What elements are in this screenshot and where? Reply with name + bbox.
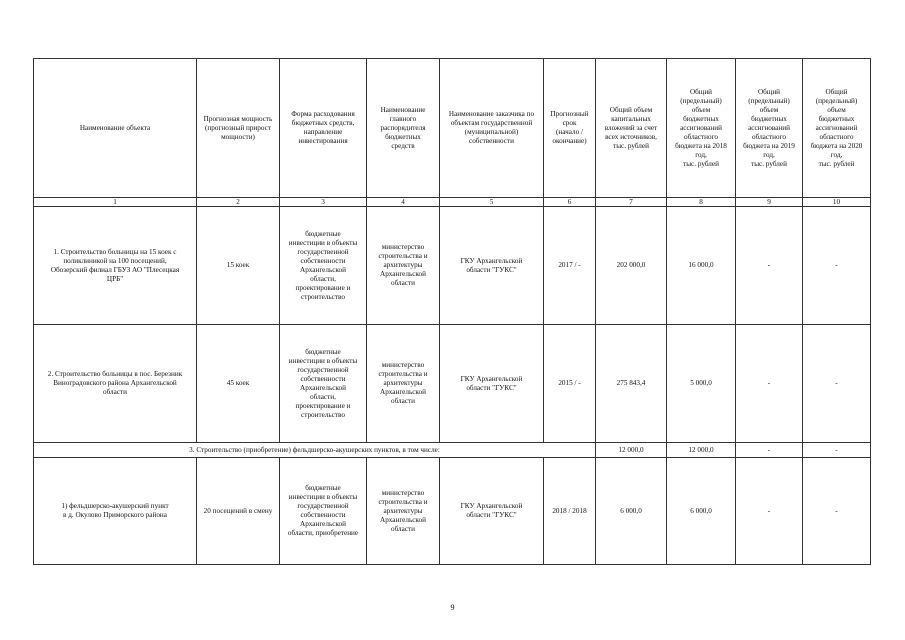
column-number: 10 [803, 198, 871, 207]
budget-2019-cell: - [736, 207, 803, 325]
page-number: 9 [450, 603, 455, 612]
header-budget-2019: Общий (предельный) объем бюджетных ассигнований областного бюджета на 2019 год, тыс. рублей [736, 59, 803, 198]
column-number: 4 [367, 198, 440, 207]
group-2020-cell: - [803, 443, 871, 458]
budget-2018-cell: 5 000,0 [667, 325, 736, 443]
budget-2018-cell: 16 000,0 [667, 207, 736, 325]
customer-cell: ГКУ Архангельской области "ГУКС" [440, 325, 544, 443]
header-capacity: Прогнозная мощность (прогнозный прирост мощности) [197, 59, 280, 198]
column-number: 5 [440, 198, 544, 207]
header-budget-2018: Общий (предельный) объем бюджетных ассигнований областного бюджета на 2018 год, тыс. рублей [667, 59, 736, 198]
capacity-cell: 15 коек [197, 207, 280, 325]
column-number: 7 [596, 198, 667, 207]
budget-2019-cell: - [736, 458, 803, 565]
group-2018-cell: 12 000,0 [667, 443, 736, 458]
object-name-cell: 1. Строительство больницы на 15 коек с поликлиникой на 100 посещений, Обозерский филиал ГБУЗ АО "Плесецкая ЦРБ" [34, 207, 197, 325]
budget-manager-cell: министерство строительства и архитектуры Архангельской области [367, 325, 440, 443]
table-row [34, 325, 871, 443]
header-total-investment: Общий объем капитальных вложений за счет всех источников, тыс. рублей [596, 59, 667, 198]
header-customer: Наименование заказчика по объектам государственной (муниципальной) собственности [440, 59, 544, 198]
spending-form-cell: бюджетные инвестиции в объекты государственной собственности Архангельской области, проектирование и строительство [280, 325, 367, 443]
spending-form-cell: бюджетные инвестиции в объекты государственной собственности Архангельской области, проектирование и строительство [280, 207, 367, 325]
object-name-cell: 1) фельдшерско-акушерский пункт в д. Окулово Приморского района [34, 458, 197, 565]
spending-form-cell: бюджетные инвестиции в объекты государственной собственности Архангельской области, приобретение [280, 458, 367, 565]
customer-cell: ГКУ Архангельской области "ГУКС" [440, 207, 544, 325]
capacity-cell: 45 коек [197, 325, 280, 443]
total-investment-cell: 202 000,0 [596, 207, 667, 325]
group-row [34, 443, 871, 458]
budget-2019-cell: - [736, 325, 803, 443]
header-spending-form: Форма расходования бюджетных средств, направление инвестирования [280, 59, 367, 198]
budget-manager-cell: министерство строительства и архитектуры Архангельской области [367, 207, 440, 325]
column-number: 2 [197, 198, 280, 207]
column-number: 9 [736, 198, 803, 207]
term-cell: 2018 / 2018 [544, 458, 596, 565]
column-number: 6 [544, 198, 596, 207]
column-number: 3 [280, 198, 367, 207]
header-term: Прогнозный срок (начало / окончание) [544, 59, 596, 198]
budget-2018-cell: 6 000,0 [667, 458, 736, 565]
header-budget-2020: Общий (предельный) объем бюджетных ассигнований областного бюджета на 2020 год, тыс. рублей [803, 59, 871, 198]
budget-2020-cell: - [803, 325, 871, 443]
header-budget-manager: Наименование главного распорядителя бюджетных средств [367, 59, 440, 198]
header-object-name: Наименование объекта [34, 59, 197, 198]
total-investment-cell: 6 000,0 [596, 458, 667, 565]
customer-cell: ГКУ Архангельской области "ГУКС" [440, 458, 544, 565]
object-name-cell: 2. Строительство больницы в пос. Березник Виноградовского района Архангельской области [34, 325, 197, 443]
table-row [34, 207, 871, 325]
table-header-row [34, 59, 871, 198]
group-2019-cell: - [736, 443, 803, 458]
budget-2020-cell: - [803, 207, 871, 325]
total-investment-cell: 275 843,4 [596, 325, 667, 443]
column-number: 8 [667, 198, 736, 207]
budget-2020-cell: - [803, 458, 871, 565]
column-number-row [34, 198, 871, 207]
group-total-cell: 12 000,0 [596, 443, 667, 458]
column-number: 1 [34, 198, 197, 207]
term-cell: 2017 / - [544, 207, 596, 325]
table-row [34, 458, 871, 565]
capacity-cell: 20 посещений в смену [197, 458, 280, 565]
budget-manager-cell: министерство строительства и архитектуры Архангельской области [367, 458, 440, 565]
group-title-cell: 3. Строительство (приобретение) фельдшерско-акушерских пунктов, в том числе: [34, 443, 596, 458]
term-cell: 2015 / - [544, 325, 596, 443]
investment-objects-table [33, 58, 871, 565]
